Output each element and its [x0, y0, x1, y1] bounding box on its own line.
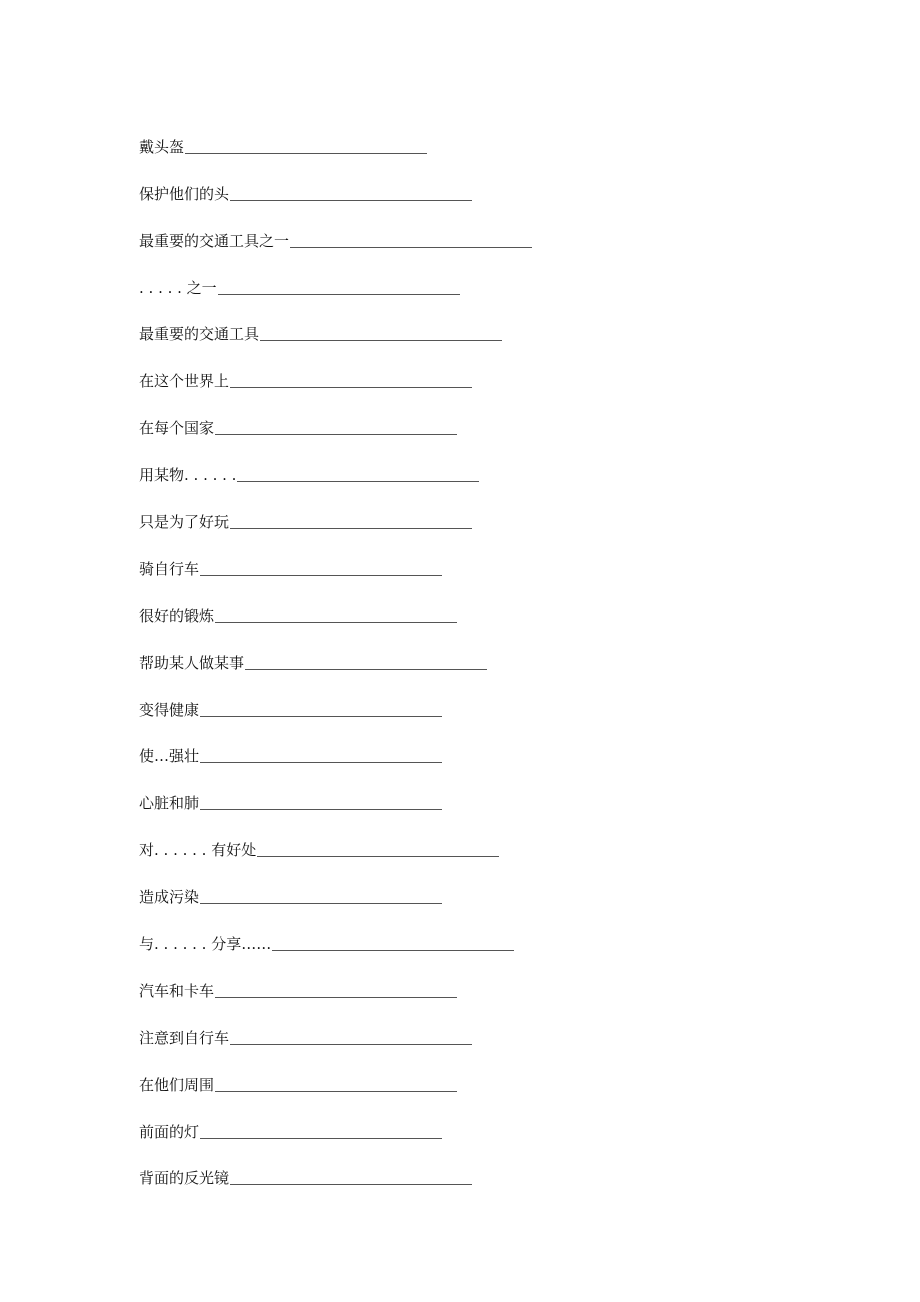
- phrase-label: 骑自行车: [139, 559, 200, 578]
- answer-blank: [200, 902, 442, 904]
- list-item: [139, 1048, 839, 1095]
- phrase-label: 造成污染: [139, 888, 200, 907]
- phrase-label: 注意到自行车: [139, 1028, 230, 1047]
- phrase-label: 变得健康: [139, 700, 200, 719]
- phrase-label: 帮助某人做某事: [139, 653, 245, 672]
- phrase-label: 在每个国家: [139, 419, 215, 438]
- phrase-label: 与. . . . . . 分享……: [139, 935, 272, 954]
- answer-blank: [200, 574, 442, 576]
- answer-blank: [200, 761, 442, 763]
- answer-blank: [290, 246, 532, 248]
- answer-blank: [230, 1183, 472, 1185]
- list-item: [139, 813, 839, 860]
- answer-blank: [245, 668, 487, 670]
- list-item: [139, 298, 839, 345]
- phrase-label: 很好的锻炼: [139, 606, 215, 625]
- phrase-label: 心脏和肺: [139, 794, 200, 813]
- phrase-label: 对. . . . . . 有好处: [139, 841, 257, 860]
- list-item: [139, 766, 839, 813]
- answer-blank: [260, 339, 502, 341]
- phrase-label: 只是为了好玩: [139, 513, 230, 532]
- answer-blank: [215, 996, 457, 998]
- list-item: [139, 1142, 839, 1189]
- list-item: [139, 391, 839, 438]
- phrase-label: 汽车和卡车: [139, 981, 215, 1000]
- list-item: [139, 579, 839, 626]
- list-item: [139, 1001, 839, 1048]
- answer-blank: [185, 152, 427, 154]
- answer-blank: [200, 715, 442, 717]
- list-item: [139, 532, 839, 579]
- phrase-label: 保护他们的头: [139, 184, 230, 203]
- phrase-label: 戴头盔: [139, 137, 185, 156]
- phrase-label: 背面的反光镜: [139, 1169, 230, 1188]
- phrase-label: 在这个世界上: [139, 372, 230, 391]
- answer-blank: [230, 386, 472, 388]
- list-item: [139, 907, 839, 954]
- list-item: [139, 485, 839, 532]
- vocabulary-worksheet: [139, 110, 839, 1188]
- list-item: [139, 860, 839, 907]
- list-item: [139, 251, 839, 298]
- phrase-label: 前面的灯: [139, 1122, 200, 1141]
- answer-blank: [272, 949, 514, 951]
- list-item: [139, 157, 839, 204]
- list-item: [139, 1095, 839, 1142]
- answer-blank: [200, 1137, 442, 1139]
- phrase-label: 使…强壮: [139, 747, 200, 766]
- list-item: [139, 344, 839, 391]
- answer-blank: [215, 433, 457, 435]
- answer-blank: [237, 480, 479, 482]
- answer-blank: [230, 1043, 472, 1045]
- list-item: [139, 438, 839, 485]
- answer-blank: [230, 199, 472, 201]
- phrase-label: 最重要的交通工具之一: [139, 231, 290, 250]
- phrase-label: 最重要的交通工具: [139, 325, 260, 344]
- answer-blank: [218, 293, 460, 295]
- list-item: [139, 110, 839, 157]
- list-item: [139, 673, 839, 720]
- phrase-label: 在他们周围: [139, 1075, 215, 1094]
- answer-blank: [257, 855, 499, 857]
- phrase-label: . . . . . 之一: [139, 278, 217, 297]
- list-item: [139, 720, 839, 767]
- answer-blank: [215, 1090, 457, 1092]
- list-item: [139, 954, 839, 1001]
- answer-blank: [230, 527, 472, 529]
- phrase-label: 用某物. . . . . .: [139, 466, 237, 485]
- list-item: [139, 204, 839, 251]
- list-item: [139, 626, 839, 673]
- answer-blank: [200, 808, 442, 810]
- answer-blank: [215, 621, 457, 623]
